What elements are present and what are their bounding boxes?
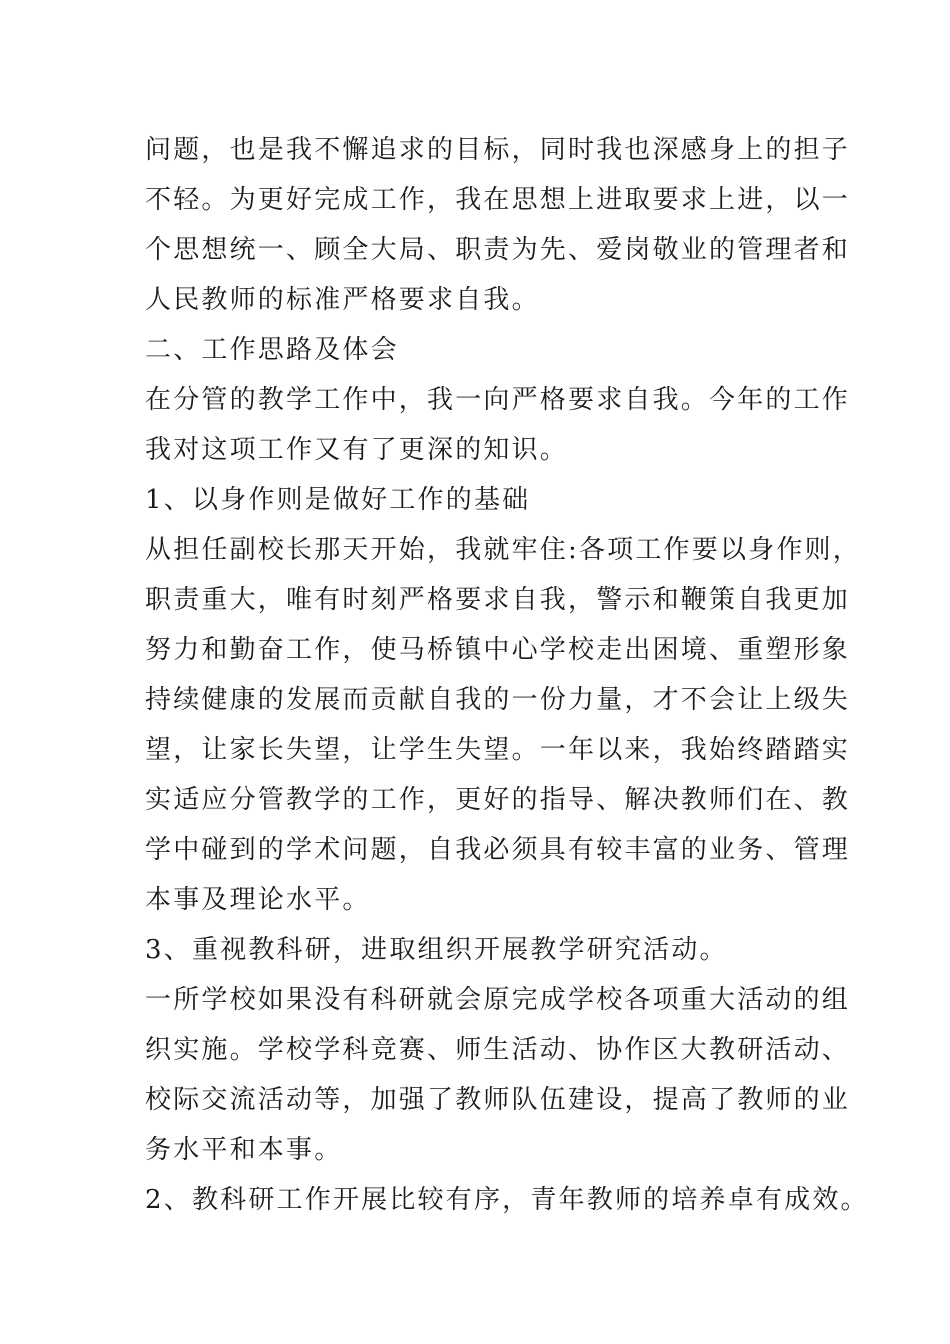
text-line: 一所学校如果没有科研就会原完成学校各项重大活动的组 xyxy=(145,985,851,1015)
text-line: 努力和勤奋工作，使马桥镇中心学校走出困境、重塑形象 xyxy=(145,635,851,665)
text-line: 望，让家长失望，让学生失望。一年以来，我始终踏踏实 xyxy=(145,735,851,765)
text-line: 职责重大，唯有时刻严格要求自我，警示和鞭策自我更加 xyxy=(145,585,851,615)
subsection-heading: 1、以身作则是做好工作的基础 xyxy=(145,485,531,515)
text-line: 不轻。为更好完成工作，我在思想上进取要求上进，以一 xyxy=(145,185,851,215)
text-line: 在分管的教学工作中，我一向严格要求自我。今年的工作 xyxy=(145,385,851,415)
section-heading: 二、工作思路及体会 xyxy=(145,335,399,365)
text-line: 人民教师的标准严格要求自我。 xyxy=(145,285,540,315)
subsection-heading: 3、重视教科研，进取组织开展教学研究活动。 xyxy=(145,935,728,965)
text-line: 个思想统一、顾全大局、职责为先、爱岗敬业的管理者和 xyxy=(145,235,851,265)
text-line: 务水平和本事。 xyxy=(145,1135,343,1165)
text-line: 我对这项工作又有了更深的知识。 xyxy=(145,435,569,465)
subsection-heading: 2、教科研工作开展比较有序，青年教师的培养卓有成效。 xyxy=(145,1185,869,1215)
text-line: 校际交流活动等，加强了教师队伍建设，提高了教师的业 xyxy=(145,1085,851,1115)
text-line: 持续健康的发展而贡献自我的一份力量，才不会让上级失 xyxy=(145,685,851,715)
text-line: 从担任副校长那天开始，我就牢住:各项工作要以身作则， xyxy=(145,535,861,565)
text-line: 织实施。学校学科竞赛、师生活动、协作区大教研活动、 xyxy=(145,1035,851,1065)
text-line: 本事及理论水平。 xyxy=(145,885,371,915)
text-line: 学中碰到的学术问题，自我必须具有较丰富的业务、管理 xyxy=(145,835,851,865)
text-line: 问题，也是我不懈追求的目标，同时我也深感身上的担子 xyxy=(145,135,851,165)
text-line: 实适应分管教学的工作，更好的指导、解决教师们在、教 xyxy=(145,785,851,815)
